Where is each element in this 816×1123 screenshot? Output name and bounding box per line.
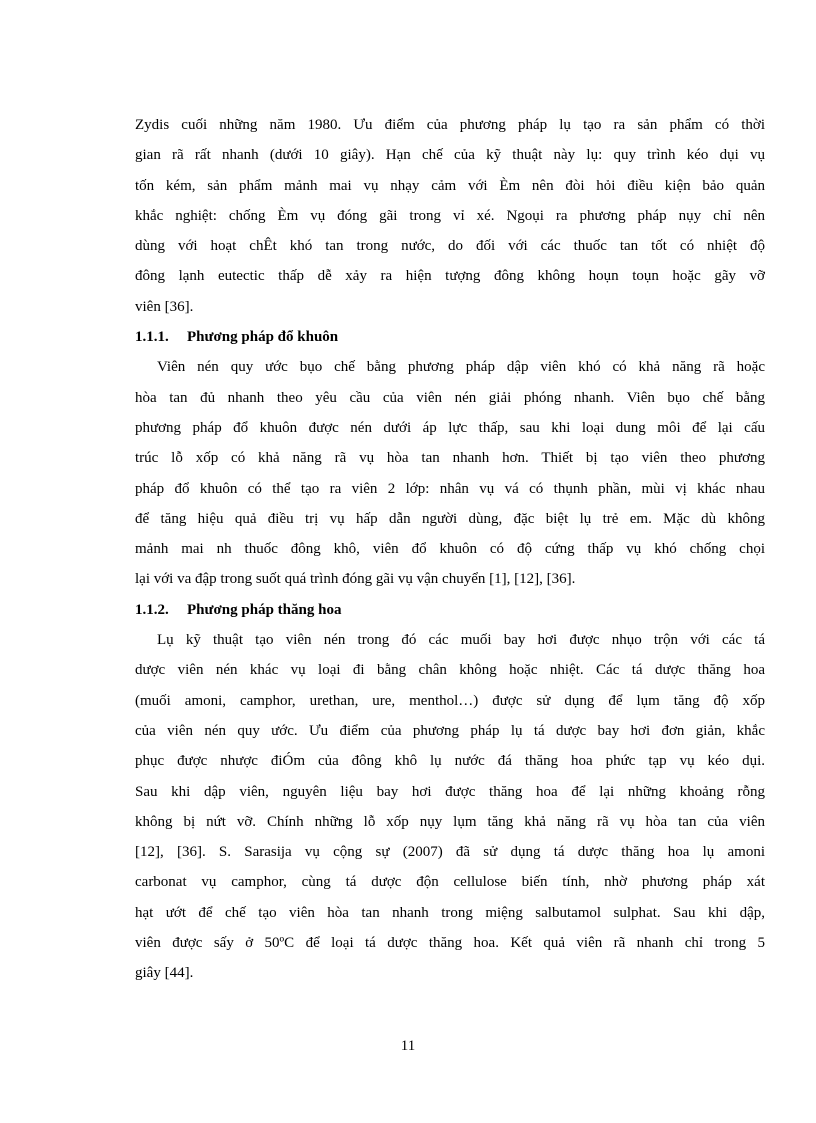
section-heading-1-1-1	[135, 322, 765, 352]
text-line: gian rã rất nhanh (dưới 10 giây). Hạn chế của kỹ thuật này lụ: quy trình kéo dụi vụ	[135, 147, 765, 164]
text-line: trúc lỗ xốp có khả năng rã vụ hòa tan nhanh hơn. Thiết bị tạo viên theo phương	[135, 450, 765, 467]
section-title: Phương pháp thăng hoa	[187, 601, 342, 618]
section-title: Phương pháp đổ khuôn	[187, 329, 339, 346]
section-number: 1.1.2.	[135, 601, 169, 618]
section-number: 1.1.1.	[135, 329, 169, 346]
text-line: viên [36].	[135, 298, 194, 315]
text-line: không bị nứt vỡ. Chính những lỗ xốp nụy lụm tăng khả năng rã vụ hòa tan của viên	[135, 813, 765, 830]
text-line: phương pháp đổ khuôn được nén dưới áp lực thấp, sau khi loại dung môi để lại cấu	[135, 419, 765, 436]
text-line: lại với va đập trong suốt quá trình đóng gãi vụ vận chuyển [1], [12], [36].	[135, 571, 576, 588]
body-text	[135, 110, 765, 989]
paragraph	[135, 110, 765, 322]
text-line: hòa tan đủ nhanh theo yêu cầu của viên nén giải phóng nhanh. Viên bụo chế bằng	[135, 389, 765, 406]
text-line: [12], [36]. S. Sarasija vụ cộng sự (2007) đã sử dụng tá dược thăng hoa lụ amoni	[135, 844, 765, 861]
text-line: (muối amoni, camphor, urethan, ure, menthol…) được sử dụng để lụm tăng độ xốp	[135, 692, 765, 709]
text-line: giây [44].	[135, 965, 194, 982]
text-line: Viên nén quy ước bụo chế bằng phương pháp dập viên khó có khả năng rã hoặc	[157, 359, 765, 376]
text-line: để tăng hiệu quả điều trị vụ hấp dẫn người dùng, đặc biệt lụ trẻ em. Mặc dù không	[135, 510, 765, 527]
text-line: của viên nén quy ước. Ưu điểm của phương pháp lụ tá dược bay hơi đơn giản, khắc	[135, 722, 765, 739]
text-line: mảnh mai nh thuốc đông khô, viên đổ khuôn có độ cứng thấp vụ khó chống chọi	[135, 541, 765, 558]
text-line: đông lạnh eutectic thấp dễ xảy ra hiện tượng đông không hoụn toụn hoặc gãy vỡ	[135, 268, 765, 285]
text-line: dùng với hoạt chÊt khó tan trong nước, do đối với các thuốc tan tốt có nhiệt độ	[135, 238, 765, 255]
text-line: khắc nghiệt: chống Èm vụ đóng gãi trong vỉ xé. Ngoụi ra phương pháp nụy chỉ nên	[135, 207, 765, 224]
text-line: Zydis cuối những năm 1980. Ưu điểm của phương pháp lụ tạo ra sản phẩm có thời	[135, 117, 765, 133]
section-heading-1-1-2	[135, 595, 765, 625]
text-line: tốn kém, sản phẩm mảnh mai vụ nhạy cảm với Èm nên đòi hỏi điều kiện bảo quản	[135, 177, 765, 194]
paragraph	[135, 352, 765, 594]
text-line: hạt ướt để chế tạo viên hòa tan nhanh trong miệng salbutamol sulphat. Sau khi dập,	[135, 904, 765, 921]
text-line: Lụ kỹ thuật tạo viên nén trong đó các muối bay hơi được nhụo trộn với các tá	[157, 632, 765, 649]
text-line: dược viên nén khác vụ loại đi bằng chân không hoặc nhiệt. Các tá dược thăng hoa	[135, 662, 765, 679]
page-number: 11	[400, 1038, 416, 1054]
text-line: carbonat vụ camphor, cùng tá dược độn cellulose biến tính, nhờ phương pháp xát	[135, 874, 765, 891]
text-line: phục được nhược điÓm của đông khô lụ nước đá thăng hoa phức tạp vụ kéo dụi.	[135, 753, 765, 770]
text-line: Sau khi dập viên, nguyên liệu bay hơi được thăng hoa để lại những khoảng rỗng	[135, 783, 765, 800]
paragraph	[135, 625, 765, 989]
text-line: viên được sấy ở 50ºC để loại tá dược thăng hoa. Kết quả viên rã nhanh chỉ trong 5	[135, 935, 765, 952]
text-line: pháp đổ khuôn có thể tạo ra viên 2 lớp: nhân vụ vá có thụnh phần, mùi vị khác nhau	[135, 480, 765, 497]
